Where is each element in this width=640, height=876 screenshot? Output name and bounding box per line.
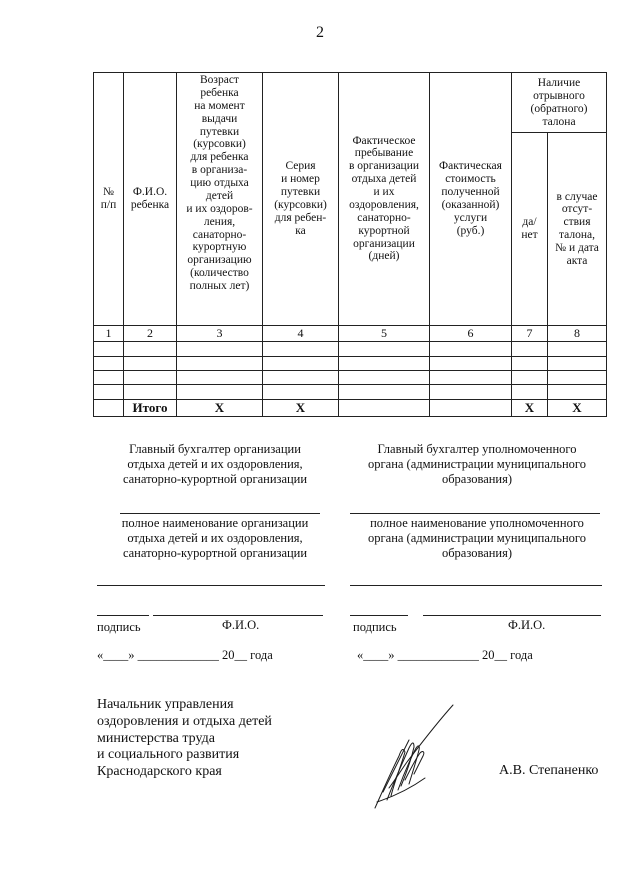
total-label: Итого — [124, 399, 177, 416]
header-actual-cost: Фактическая стоимость полученной (оказанной) услуги (руб.) — [430, 73, 512, 326]
column-number: 1 — [94, 325, 124, 341]
footer-signatory: А.В. Степаненко — [499, 763, 599, 778]
right-date-line: «____» _____________ 20__ года — [357, 648, 533, 662]
right-signature-line — [350, 615, 408, 616]
header-coupon-group: Наличие отрывного (обратного) талона — [512, 73, 607, 133]
left-fio-line — [153, 615, 323, 616]
total-cross-7: X — [512, 399, 548, 416]
left-name-label: Ф.И.О. — [222, 618, 260, 632]
footer-position: Начальник управления оздоровления и отдыха детей министерства труда и социального развития Краснодарского края — [97, 697, 272, 780]
left-date-line: «____» _____________ 20__ года — [97, 648, 273, 662]
left-org-name-caption: полное наименование организации отдыха детей и их оздоровления, санаторно-курортной организации — [121, 516, 309, 560]
header-child-name: Ф.И.О. ребенка — [124, 73, 177, 326]
page-number: 2 — [316, 24, 324, 41]
right-chief-accountant-title: Главный бухгалтер уполномоченного органа (администрации муниципального образования) — [368, 442, 586, 486]
left-signature-line — [97, 615, 149, 616]
total-row — [94, 399, 607, 416]
column-number: 2 — [124, 325, 177, 341]
left-org-name-line — [120, 513, 320, 514]
header-row-number: № п/п — [94, 73, 124, 326]
handwritten-signature — [365, 700, 465, 815]
total-cross-3: X — [177, 399, 263, 416]
report-table — [93, 72, 607, 417]
right-org-name-line — [350, 513, 600, 514]
column-number: 6 — [430, 325, 512, 341]
total-cross-4: X — [263, 399, 339, 416]
left-chief-accountant-title: Главный бухгалтер организации отдыха детей и их оздоровления, санаторно-курортной организации — [122, 442, 308, 486]
header-actual-stay: Фактическое пребывание в организации отдыха детей и их оздоровления, санаторно- курортной организации (дней) — [339, 73, 430, 326]
right-sign-label: подпись — [353, 620, 397, 634]
table-row — [94, 385, 607, 399]
header-child-age: Возраст ребенка на момент выдачи путевки (курсовки) для ребенка в организа- цию отдыха детей и их оздоров- ления, санаторно- курортную организацию (количество полных лет) — [177, 73, 263, 326]
table-row — [94, 342, 607, 356]
column-numbers-row — [94, 325, 607, 341]
column-number: 3 — [177, 325, 263, 341]
table-row — [94, 356, 607, 370]
header-voucher-number: Серия и номер путевки (курсовки) для ребен- ка — [263, 73, 339, 326]
header-yes-no: да/ нет — [512, 133, 548, 325]
total-cross-8: X — [548, 399, 607, 416]
right-extra-line — [350, 585, 602, 586]
left-sign-label: подпись — [97, 620, 141, 634]
column-number: 7 — [512, 325, 548, 341]
column-number: 4 — [263, 325, 339, 341]
table-row — [94, 370, 607, 384]
right-fio-line — [423, 615, 601, 616]
right-org-name-caption: полное наименование уполномоченного органа (администрации муниципального образования) — [368, 516, 586, 560]
header-act-info: в случае отсут- ствия талона, № и дата акта — [548, 133, 607, 325]
column-number: 5 — [339, 325, 430, 341]
right-name-label: Ф.И.О. — [508, 618, 546, 632]
column-number: 8 — [548, 325, 607, 341]
left-extra-line — [97, 585, 325, 586]
